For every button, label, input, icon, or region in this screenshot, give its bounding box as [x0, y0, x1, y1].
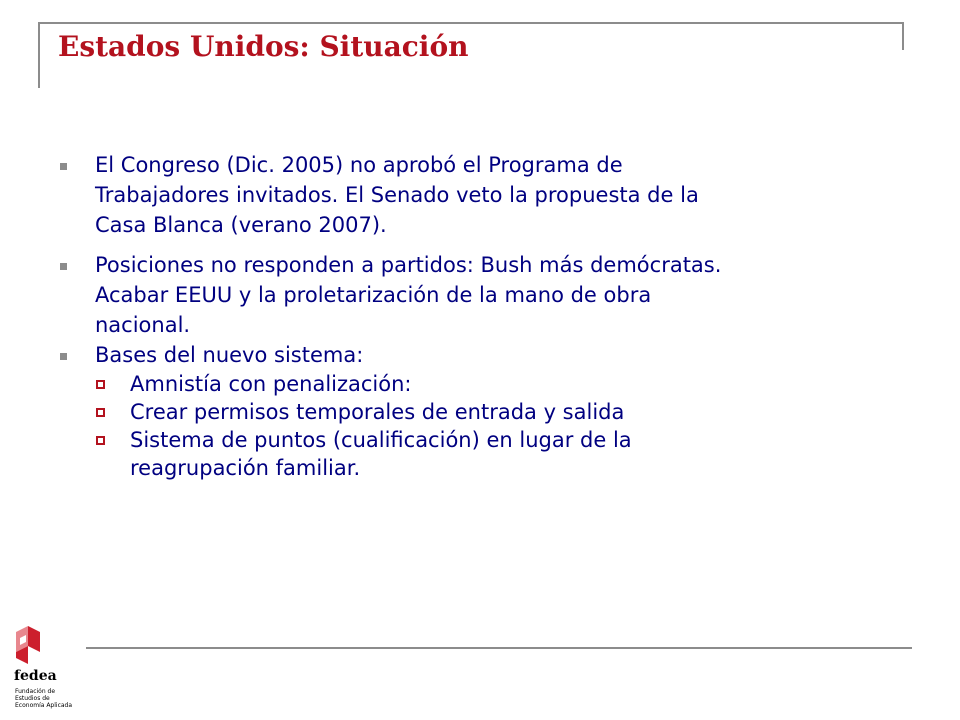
logo-tagline-line: Estudios de	[15, 695, 50, 702]
sub-bullet-item-permisos	[95, 398, 908, 426]
square-bullet-icon	[60, 263, 67, 270]
fedea-logo-mark-icon	[10, 624, 44, 666]
hollow-square-bullet-icon	[96, 436, 105, 445]
bullet-line: Bases del nuevo sistema:	[95, 343, 364, 367]
slide-content	[58, 150, 908, 482]
sub-bullet-line: Crear permisos temporales de entrada y salida	[130, 400, 625, 424]
bullet-item-posiciones	[58, 250, 908, 340]
square-bullet-icon	[60, 163, 67, 170]
sub-bullet-line: Amnistía con penalización:	[130, 372, 412, 396]
bullet-line: Trabajadores invitados. El Senado veto la propuesta de la	[95, 183, 699, 207]
square-bullet-icon	[60, 353, 67, 360]
logo-wordmark: fedea	[14, 668, 57, 684]
hollow-square-bullet-icon	[96, 408, 105, 417]
bullet-line: nacional.	[95, 313, 191, 337]
logo-tagline	[15, 688, 72, 709]
sub-bullet-line: Sistema de puntos (cualificación) en lugar de la	[130, 428, 632, 452]
fedea-logo	[10, 624, 80, 712]
title-right-rule	[902, 22, 904, 50]
slide-title: Estados Unidos: Situación	[58, 30, 469, 63]
logo-tagline-line: Fundación de	[15, 688, 56, 695]
title-top-rule	[40, 22, 904, 24]
bullet-item-bases	[58, 340, 908, 370]
sub-bullet-list	[95, 370, 908, 482]
footer-rule	[86, 647, 912, 649]
bullet-line: Casa Blanca (verano 2007).	[95, 213, 387, 237]
title-left-rule	[38, 22, 40, 88]
bullet-line: Acabar EEUU y la proletarización de la mano de obra	[95, 283, 652, 307]
sub-bullet-item-puntos	[95, 426, 908, 482]
logo-tagline-line: Economía Aplicada	[15, 702, 73, 709]
bullet-line: El Congreso (Dic. 2005) no aprobó el Programa de	[95, 153, 623, 177]
sub-bullet-item-amnistia	[95, 370, 908, 398]
bullet-line: Posiciones no responden a partidos: Bush más demócratas.	[95, 253, 722, 277]
bullet-item-congreso	[58, 150, 908, 240]
hollow-square-bullet-icon	[96, 380, 105, 389]
sub-bullet-line: reagrupación familiar.	[130, 456, 361, 480]
